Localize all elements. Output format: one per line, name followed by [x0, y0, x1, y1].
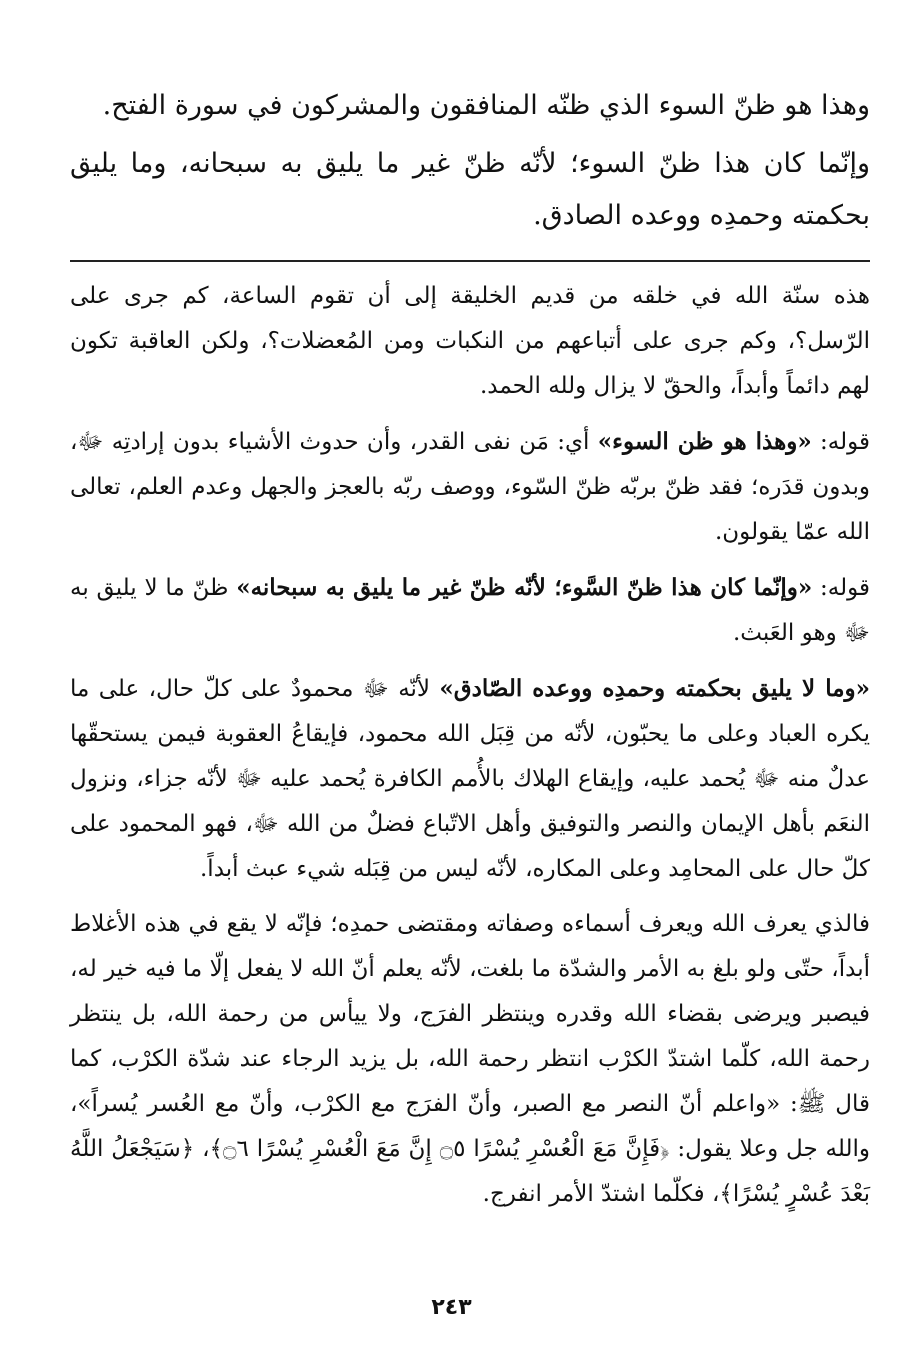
page-body — [70, 80, 870, 1350]
page-number: ٢٤٣ — [431, 1295, 472, 1320]
sharh-paragraph-2 — [70, 419, 870, 555]
matn-paragraph-1: وهذا هو ظنّ السوء الذي ظنّه المنافقون والمشركون في سورة الفتح. — [102, 90, 870, 121]
matn-sharh-divider — [70, 260, 870, 262]
sharh-paragraph-3 — [70, 565, 870, 656]
quoted-text: «وما لا يليق بحكمته وحمدِه ووعده الصّادق» — [439, 675, 871, 702]
paragraph-prefix: قوله: — [812, 575, 870, 601]
sharh-paragraph-1: هذه سنّة الله في خلقه من قديم الخليقة إلى أن تقوم الساعة، كم جرى على الرّسل؟، وكم جرى على أتباعهم من النكبات ومن المُعضلات؟، ولكن العاقبة تكون لهم دائماً وأبداً، والحقّ لا يزال ولله الحمد. — [70, 283, 870, 399]
paragraph-text: فالذي يعرف الله ويعرف أسماءه وصفاته ومقتضى حمدِه؛ فإنّه لا يقع في هذه الأغلاط أبداً، حتّى ولو بلغ به الأمر والشدّة ما بلغت، لأنّه يعلم أنّ الله لا يفعل إلّا ما فيه خير له، فيصبر ويرضى بقضاء الله وقدره وينتظر الفرَج، ولا ييأس من رحمة الله، بل ينتظر رحمة الله، كلّما اشتدّ الكرْب انتظر رحمة الله، بل يزيد الرجاء عند شدّة الكرْب، كما قال ﷺ: «واعلم أنّ النصر مع الصبر، وأنّ الفرَج مع الكرْب، وأنّ مع العُسر يُسراً»، والله جل وعلا يقول: — [70, 911, 870, 1162]
quran-verse-2: ﴿سَيَجْعَلُ اللَّهُ بَعْدَ عُسْرٍ يُسْرًا﴾ — [70, 1136, 870, 1207]
paragraph-text: أي: مَن نفى القدر، وأن حدوث الأشياء بدون إرادتِه ﷻ، وبدون قدَره؛ فقد ظنّ بربّه ظنّ السّوء، ووصف ربّه بالعجز والجهل وعدم العلم، تعالى الله عمّا يقولون. — [70, 429, 870, 545]
paragraph-text: ظنّ ما لا يليق به ﷻ وهو العَبث. — [70, 575, 870, 646]
quoted-text: «وهذا هو ظن السوء» — [597, 428, 812, 455]
paragraph-text: لأنّه ﷻ محمودٌ على كلّ حال، على ما يكره العباد وعلى ما يحبّون، لأنّه من قِبَل الله محمود، فإيقاعُ العقوبة فيمن يستحقّها عدلٌ منه ﷻ يُحمد عليه، وإيقاع الهلاك بالأُمم الكافرة يُحمد عليه ﷻ لأنّه جزاء، ونزول النعَم بأهل الإيمان والنصر والتوفيق وأهل الاتّباع فضلٌ من الله ﷻ، فهو المحمود على كلّ حال على المحامِد وعلى المكاره، لأنّه ليس من قِبَله شيء عبث أبداً. — [70, 676, 870, 882]
paragraph-text-mid: ، — [194, 1136, 210, 1162]
sharh-paragraph-4 — [70, 666, 870, 892]
matn-paragraph-2: وإنّما كان هذا ظنّ السوء؛ لأنّه ظنّ غير ما يليق به سبحانه، وما يليق بحكمته وحمدِه ووعده الصادق. — [70, 148, 870, 231]
quoted-text: «وإنّما كان هذا ظنّ السَّوء؛ لأنّه ظنّ غير ما يليق به سبحانه» — [236, 574, 813, 601]
quran-verse-1: ﴿فَإِنَّ مَعَ الْعُسْرِ يُسْرًا ۝٥ إِنَّ مَعَ الْعُسْرِ يُسْرًا ۝٦﴾ — [209, 1136, 670, 1162]
paragraph-prefix: قوله: — [811, 429, 870, 455]
sharh-paragraph-5 — [70, 902, 870, 1217]
paragraph-text-end: ، فكلّما اشتدّ الأمر انفرج. — [482, 1181, 720, 1207]
